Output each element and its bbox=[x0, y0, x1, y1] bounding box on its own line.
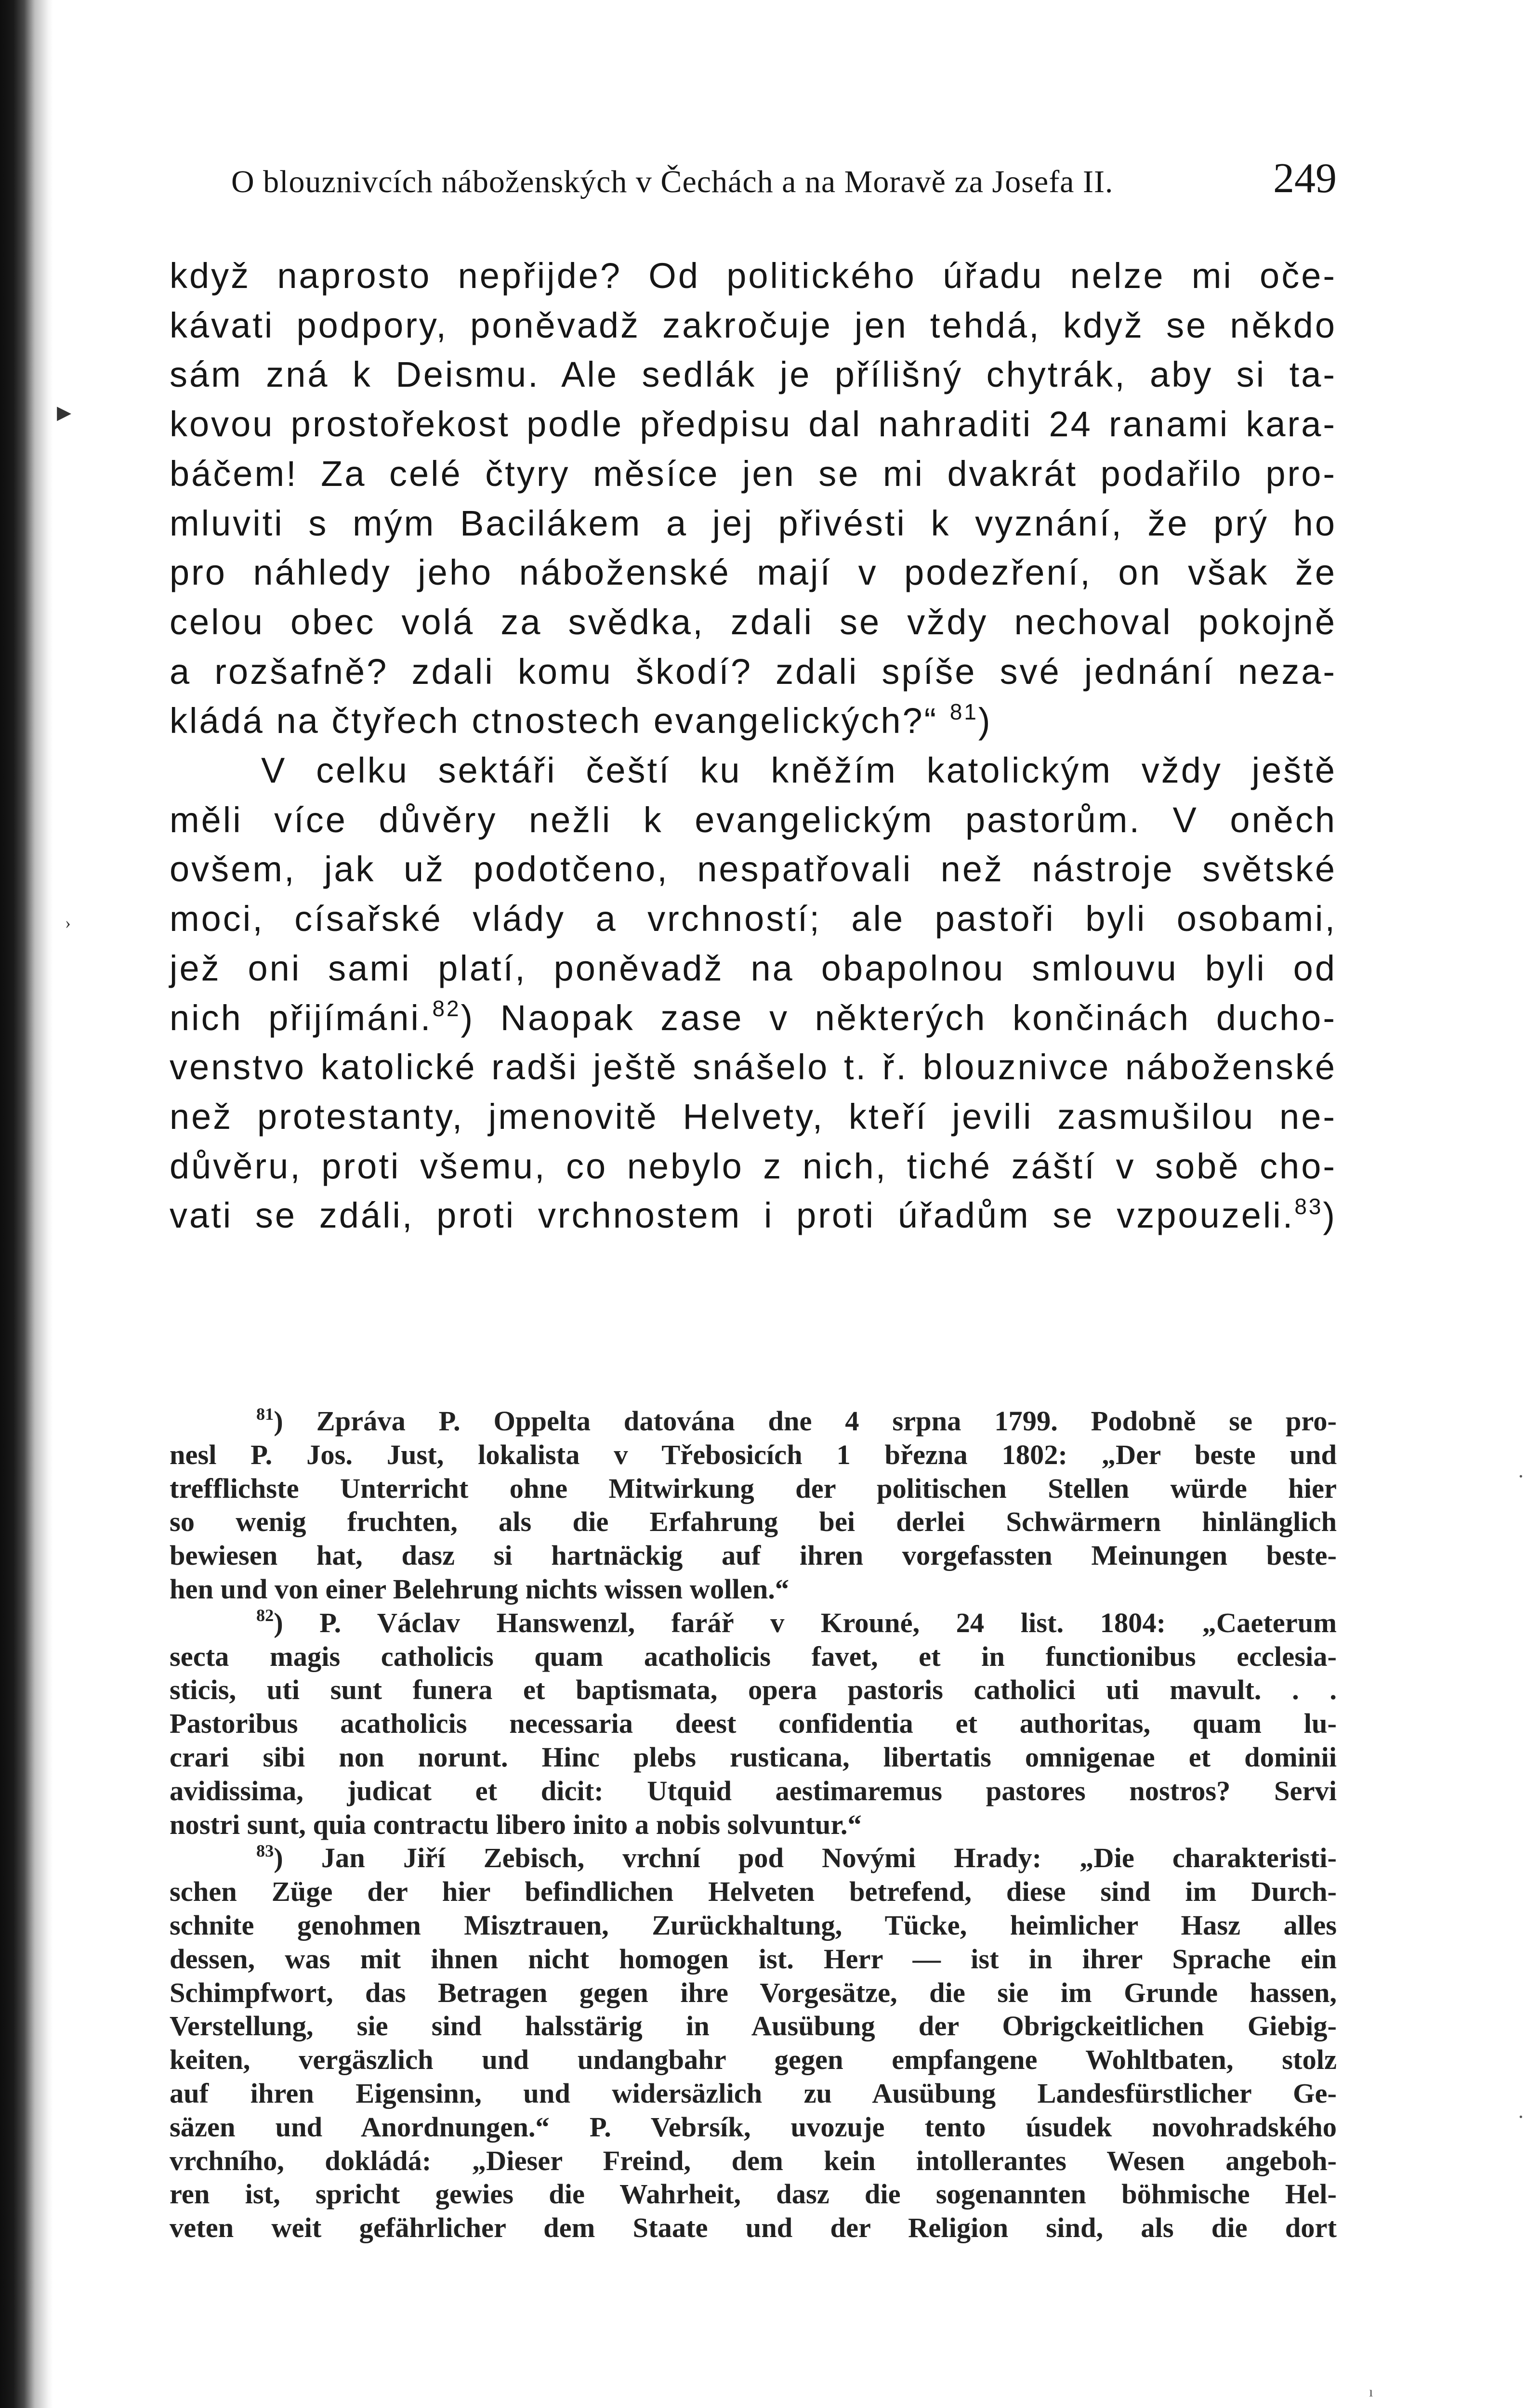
footnote-line: nesl P. Jos. Just, lokalista v Třebosicích 1 března 1802: „Der beste und bbox=[170, 1439, 1337, 1470]
text-line: jež oni sami platí, poněvadž na obapolnou smlouvu byli od bbox=[170, 948, 1337, 988]
footnote-line: Pastoribus acatholicis necessaria deest confidentia et authoritas, quam lu- bbox=[170, 1708, 1337, 1740]
text-line bbox=[170, 696, 1337, 746]
footnote-line: secta magis catholicis quam acatholicis favet, et in functionibus ecclesia- bbox=[170, 1640, 1337, 1672]
text-line: měli více důvěry nežli k evangelickým pastorům. V oněch bbox=[170, 799, 1337, 840]
footnote-ref: 82 bbox=[432, 996, 461, 1021]
margin-tick-icon: ı bbox=[1369, 2384, 1373, 2400]
text-line: a rozšafně? zdali komu škodí? zdali spíše své jednání neza- bbox=[170, 651, 1337, 692]
ref-paren: ) bbox=[274, 1842, 283, 1874]
text-line: když naprosto nepřijde? Od politického úřadu nelze mi oče- bbox=[170, 256, 1337, 296]
text-line: kovou prostořekost podle předpisu dal nahraditi 24 ranami kara- bbox=[170, 404, 1337, 445]
footnote-line: veten weit gefährlicher dem Staate und der Religion sind, als die dort bbox=[170, 2212, 1337, 2244]
text-line: sám zná k Deismu. Ale sedlák je přílišný chytrák, aby si ta- bbox=[170, 354, 1337, 395]
text-line: venstvo katolické radši ještě snášelo t. ř. blouznivce náboženské bbox=[170, 1047, 1337, 1087]
scan-binding-edge bbox=[0, 0, 53, 2408]
footnote-line bbox=[170, 1606, 1337, 1640]
ref-paren: ) bbox=[274, 1405, 283, 1437]
footnote-marker: 82 bbox=[256, 1606, 274, 1625]
text-line: kávati podpory, poněvadž zakročuje jen tehdá, když se někdo bbox=[170, 305, 1337, 345]
footnote-line: schnite genohmen Misztrauen, Zurückhaltung, Tücke, heimlicher Hasz alles bbox=[170, 1909, 1337, 1941]
text-fragment: vati se zdáli, proti vrchnostem i proti úřadům se vzpouzeli. bbox=[170, 1195, 1295, 1236]
footnotes bbox=[170, 1404, 1337, 2245]
margin-mark-icon: › bbox=[65, 913, 71, 932]
text-line bbox=[170, 994, 1337, 1043]
text-fragment: Jan Jiří Zebisch, vrchní pod Novými Hrady: „Die charakteristi- bbox=[321, 1842, 1337, 1874]
footnote-line: keiten, vergäszlich und undangbahr gegen empfangene Wohltbaten, stolz bbox=[170, 2044, 1337, 2076]
text-line: důvěru, proti všemu, co nebylo z nich, tiché záští v sobě cho- bbox=[170, 1146, 1337, 1186]
text-fragment: nich přijímáni. bbox=[170, 997, 433, 1038]
footnote-line: so wenig fruchten, als die Erfahrung bei derlei Schwärmern hinlänglich bbox=[170, 1506, 1337, 1538]
ref-paren: ) bbox=[1323, 1195, 1337, 1236]
text-line: mluviti s mým Bacilákem a jej přivésti k vyznání, že prý ho bbox=[170, 503, 1337, 543]
main-text bbox=[170, 251, 1337, 1241]
footnote-line: nostri sunt, quia contractu libero inito a nobis solvuntur.“ bbox=[170, 1808, 862, 1840]
footnote-ref: 81 bbox=[949, 699, 978, 724]
text-line: celou obec volá za svědka, zdali se vždy nechoval pokojně bbox=[170, 602, 1337, 642]
footnote-line: vrchního, dokládá: „Dieser Freind, dem kein intollerantes Wesen angeboh- bbox=[170, 2145, 1337, 2176]
footnote-line: crari sibi non norunt. Hinc plebs rusticana, libertatis omnigenae et dominii bbox=[170, 1741, 1337, 1773]
text-fragment: Zpráva P. Oppelta datována dne 4 srpna 1799. Podobně se pro- bbox=[316, 1405, 1337, 1437]
text-line bbox=[170, 1191, 1337, 1241]
text-line: báčem! Za celé čtyry měsíce jen se mi dvakrát podařilo pro- bbox=[170, 453, 1337, 494]
footnote-line: auf ihren Eigensinn, und widersäzlich zu Ausübung Landesfürstlicher Ge- bbox=[170, 2077, 1337, 2109]
page-header bbox=[231, 154, 1337, 207]
text-line: než protestanty, jmenovitě Helvety, kteří jevili zasmušilou ne- bbox=[170, 1096, 1337, 1137]
footnote-line bbox=[170, 1404, 1337, 1438]
footnote-line: hen und von einer Belehrung nichts wissen wollen.“ bbox=[170, 1573, 790, 1605]
footnote-line bbox=[170, 1841, 1337, 1875]
text-line: V celku sektáři čeští ku kněžím katolickým vždy ještě bbox=[261, 750, 1337, 791]
margin-tick-icon: · bbox=[1517, 2105, 1525, 2129]
margin-mark-icon: ▸ bbox=[57, 396, 72, 428]
footnote-81 bbox=[170, 1404, 1337, 1606]
footnote-83 bbox=[170, 1841, 1337, 2245]
margin-tick-icon: · bbox=[1517, 1465, 1525, 1488]
footnote-ref: 83 bbox=[1294, 1193, 1323, 1219]
ref-paren: ) bbox=[274, 1607, 283, 1638]
footnote-line: Schimpfwort, das Betragen gegen ihre Vorgesätze, die sie im Grunde hassen, bbox=[170, 1976, 1337, 2008]
footnote-82 bbox=[170, 1606, 1337, 1842]
footnote-line: sticis, uti sunt funera et baptismata, opera pastoris catholici uti mavult. . . bbox=[170, 1674, 1337, 1706]
ref-paren: ) bbox=[461, 997, 475, 1038]
text-line: pro náhledy jeho náboženské mají v podezření, on však že bbox=[170, 552, 1337, 593]
footnote-marker: 81 bbox=[256, 1404, 274, 1424]
text-line: moci, císařské vlády a vrchností; ale pastoři byli osobami, bbox=[170, 899, 1337, 939]
footnote-line: ren ist, spricht gewies die Wahrheit, dasz die sogenannten böhmische Hel- bbox=[170, 2178, 1337, 2210]
footnote-line: säzen und Anordnungen.“ P. Vebrsík, uvozuje tento úsudek novohradského bbox=[170, 2111, 1337, 2143]
footnote-line: avidissima, judicat et dicit: Utquid aestimaremus pastores nostros? Servi bbox=[170, 1775, 1337, 1806]
ref-paren: ) bbox=[978, 701, 992, 741]
page-number: 249 bbox=[1273, 155, 1337, 202]
text-fragment: Naopak zase v některých končinách ducho- bbox=[500, 997, 1337, 1038]
footnote-line: trefflichste Unterricht ohne Mitwirkung der politischen Stellen würde hier bbox=[170, 1472, 1337, 1504]
footnote-line: dessen, was mit ihnen nicht homogen ist. Herr — ist in ihrer Sprache ein bbox=[170, 1943, 1337, 1975]
footnote-line: Verstellung, sie sind halsstärig in Ausübung der Obrigckeitlichen Giebig- bbox=[170, 2010, 1337, 2042]
running-title: O blouznivcích náboženských v Čechách a na Moravě za Josefa II. bbox=[231, 164, 1114, 199]
footnote-line: bewiesen hat, dasz si hartnäckig auf ihren vorgefassten Meinungen beste- bbox=[170, 1540, 1337, 1571]
text-line: ovšem, jak už podotčeno, nespatřovali než nástroje světské bbox=[170, 849, 1337, 890]
text-fragment: kládá na čtyřech ctnostech evangelických?“ bbox=[170, 701, 938, 741]
footnote-marker: 83 bbox=[256, 1841, 274, 1860]
text-fragment: P. Václav Hanswenzl, farář v Krouné, 24 list. 1804: „Caeterum bbox=[319, 1607, 1337, 1638]
footnote-line: schen Züge der hier befindlichen Helveten betrefend, diese sind im Durch- bbox=[170, 1876, 1337, 1908]
